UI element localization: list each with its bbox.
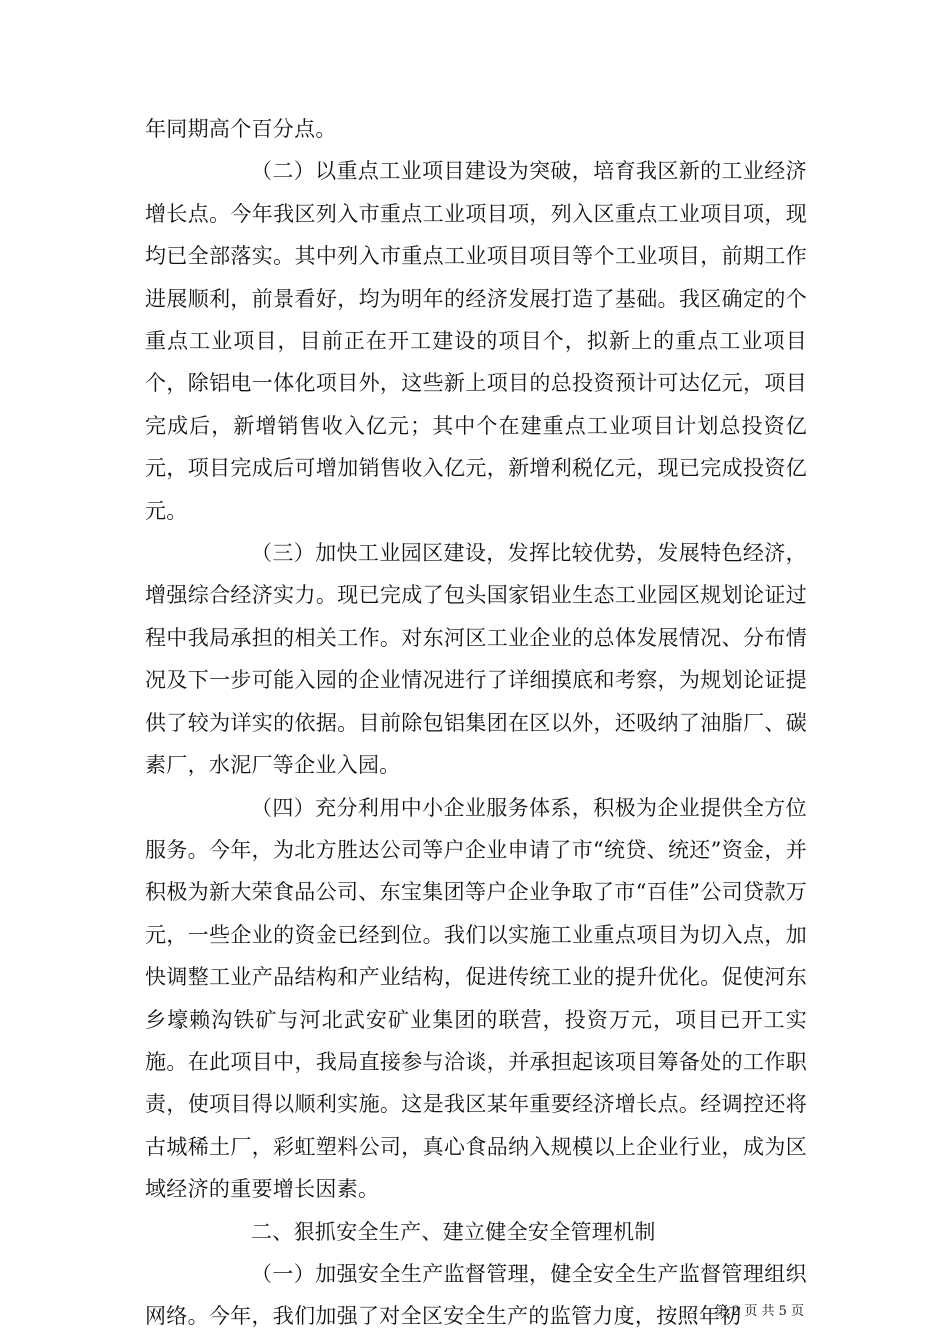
- section-heading: 二、狠抓安全生产、建立健全安全管理机制: [251, 1219, 656, 1244]
- paragraph-1: 年同期高个百分点。: [145, 117, 337, 141]
- paragraph-2: （二）以重点工业项目建设为突破，培育我区新的工业经济增长点。今年我区列入市重点工业项目项，列入区重点工业项目项，现均已全部落实。其中列入市重点工业项目项目等个工业项目，前期工作进展顺利，前景看好，均为明年的经济发展打造了基础。我区确定的个重点工业项目，目前正在开工建设的项目个，拟新上的重点工业项目个，除铝电一体化项目外，这些新上项目的总投资预计可达亿元，项目完成后，新增销售收入亿元；其中个在建重点工业项目计划总投资亿元，项目完成后可增加销售收入亿元，新增利税亿元，现已完成投资亿元。: [145, 159, 807, 523]
- paragraph-6: （一）加强安全生产监督管理，健全安全生产监督管理组织网络。今年，我们加强了对全区安全生产的监管力度，按照年初: [145, 1261, 807, 1329]
- page-number-footer: 第 2 页 共 5 页: [714, 1304, 804, 1319]
- paragraph-3: （三）加快工业园区建设，发挥比较优势，发展特色经济，增强综合经济实力。现已完成了包头国家铝业生态工业园区规划论证过程中我局承担的相关工作。对东河区工业企业的总体发展情况、分布情况及下一步可能入园的企业情况进行了详细摸底和考察，为规划论证提供了较为详实的依据。目前除包铝集团在区以外，还吸纳了油脂厂、碳素厂，水泥厂等企业入园。: [145, 541, 807, 778]
- document-body: [145, 108, 807, 1338]
- paragraph-4: （四）充分利用中小企业服务体系，积极为企业提供全方位服务。今年，为北方胜达公司等户企业申请了市“统贷、统还”资金，并积极为新大荣食品公司、东宝集团等户企业争取了市“百佳”公司贷款万元，一些企业的资金已经到位。我们以实施工业重点项目为切入点，加快调整工业产品结构和产业结构，促进传统工业的提升优化。促使河东乡壕赖沟铁矿与河北武安矿业集团的联营，投资万元，项目已开工实施。在此项目中，我局直接参与洽谈，并承担起该项目筹备处的工作职责，使项目得以顺利实施。这是我区某年重要经济增长点。经调控还将古城稀土厂，彩虹塑料公司，真心食品纳入规模以上企业行业，成为区域经济的重要增长因素。: [145, 795, 807, 1202]
